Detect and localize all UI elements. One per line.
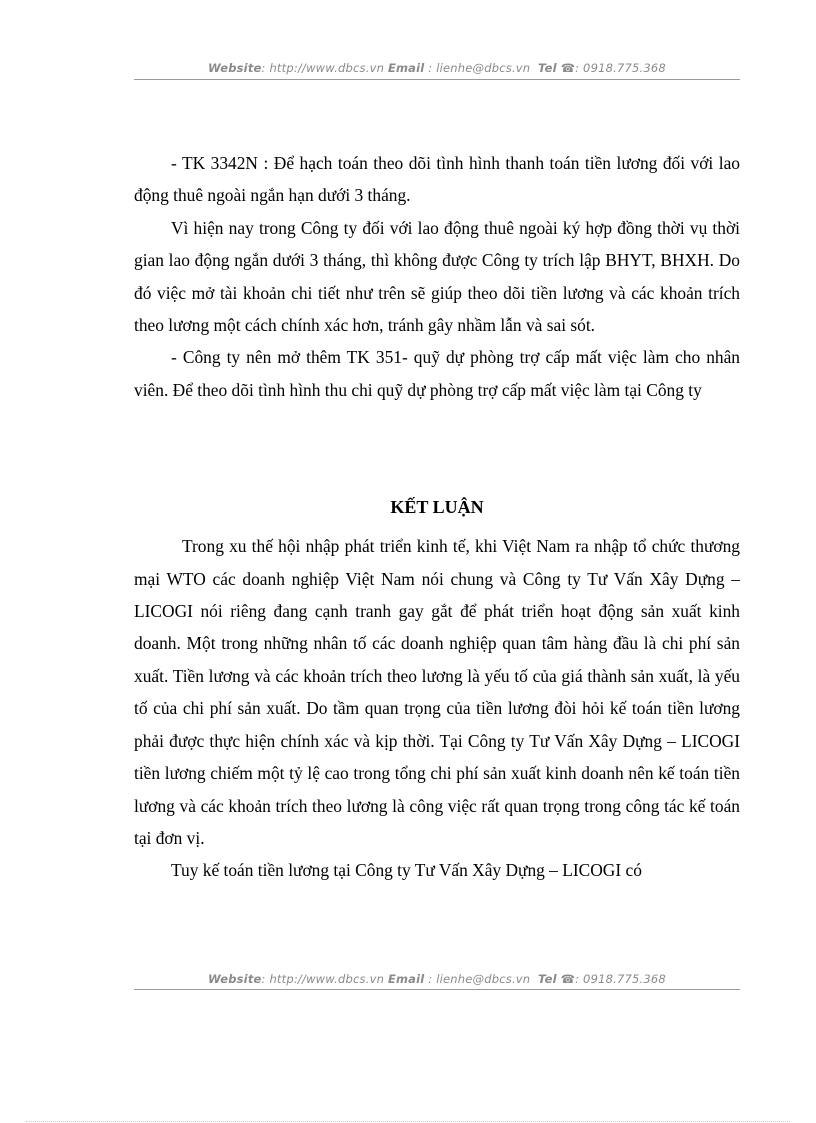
page-footer	[134, 972, 740, 986]
header-email-label: Email	[387, 61, 425, 75]
header-email-value: : lienhe@dbcs.vn	[428, 61, 531, 75]
footer-email-label: Email	[387, 972, 425, 986]
phone-icon: ☎	[560, 972, 576, 986]
document-body	[134, 147, 740, 887]
header-rule	[134, 79, 740, 80]
section-title: KẾT LUẬN	[390, 497, 484, 518]
footer-tel-value: : 0918.775.368	[575, 972, 666, 986]
footer-rule	[134, 989, 740, 990]
paragraph: - TK 3342N : Để hạch toán theo dõi tình hình thanh toán tiền lương đối với lao động thuê ngoài ngắn hạn dưới 3 tháng.	[134, 153, 740, 206]
header-tel-value: : 0918.775.368	[575, 61, 666, 75]
phone-icon: ☎	[560, 61, 576, 75]
header-tel-label: Tel	[538, 61, 557, 75]
footer-website-value: : http://www.dbcs.vn	[261, 972, 385, 986]
header-website-label: Website	[208, 61, 262, 75]
page-bottom-divider	[26, 1121, 790, 1122]
footer-tel-label: Tel	[538, 972, 557, 986]
paragraph: - Công ty nên mở thêm TK 351- quỹ dự phòng trợ cấp mất việc làm cho nhân viên. Để theo dõi tình hình thu chi quỹ dự phòng trợ cấp mất việc làm tại Công ty	[134, 347, 740, 400]
footer-website-label: Website	[208, 972, 262, 986]
paragraph: Tuy kế toán tiền lương tại Công ty Tư Vấn Xây Dựng – LICOGI có	[171, 860, 642, 881]
page-header	[134, 61, 740, 75]
paragraph: Trong xu thế hội nhập phát triển kinh tế, khi Việt Nam ra nhập tổ chức thương mại WTO các doanh nghiệp Việt Nam nói chung và Công ty Tư Vấn Xây Dựng – LICOGI nói riêng đang cạnh tranh gay gắt để phát triển hoạt động sản xuất kinh doanh. Một trong những nhân tố các doanh nghiệp quan tâm hàng đầu là chi phí sản xuất. Tiền lương và các khoản trích theo lương là yếu tố của giá thành sản xuất, là yếu tố của chi phí sản xuất. Do tầm quan trọng của tiền lương đòi hỏi kế toán tiền lương phải được thực hiện chính xác và kịp thời. Tại Công ty Tư Vấn Xây Dựng – LICOGI tiền lương chiếm một tỷ lệ cao trong tổng chi phí sản xuất kinh doanh nên kế toán tiền lương và các khoản trích theo lương là công việc rất quan trọng trong công tác kế toán tại đơn vị.	[134, 536, 740, 848]
paragraph: Vì hiện nay trong Công ty đối với lao động thuê ngoài ký hợp đồng thời vụ thời gian lao động ngắn dưới 3 tháng, thì không được Công ty trích lập BHYT, BHXH. Do đó việc mở tài khoản chi tiết như trên sẽ giúp theo dõi tiền lương và các khoản trích theo lương một cách chính xác hơn, tránh gây nhầm lẫn và sai sót.	[134, 217, 740, 336]
footer-email-value: : lienhe@dbcs.vn	[428, 972, 531, 986]
header-website-value: : http://www.dbcs.vn	[261, 61, 385, 75]
